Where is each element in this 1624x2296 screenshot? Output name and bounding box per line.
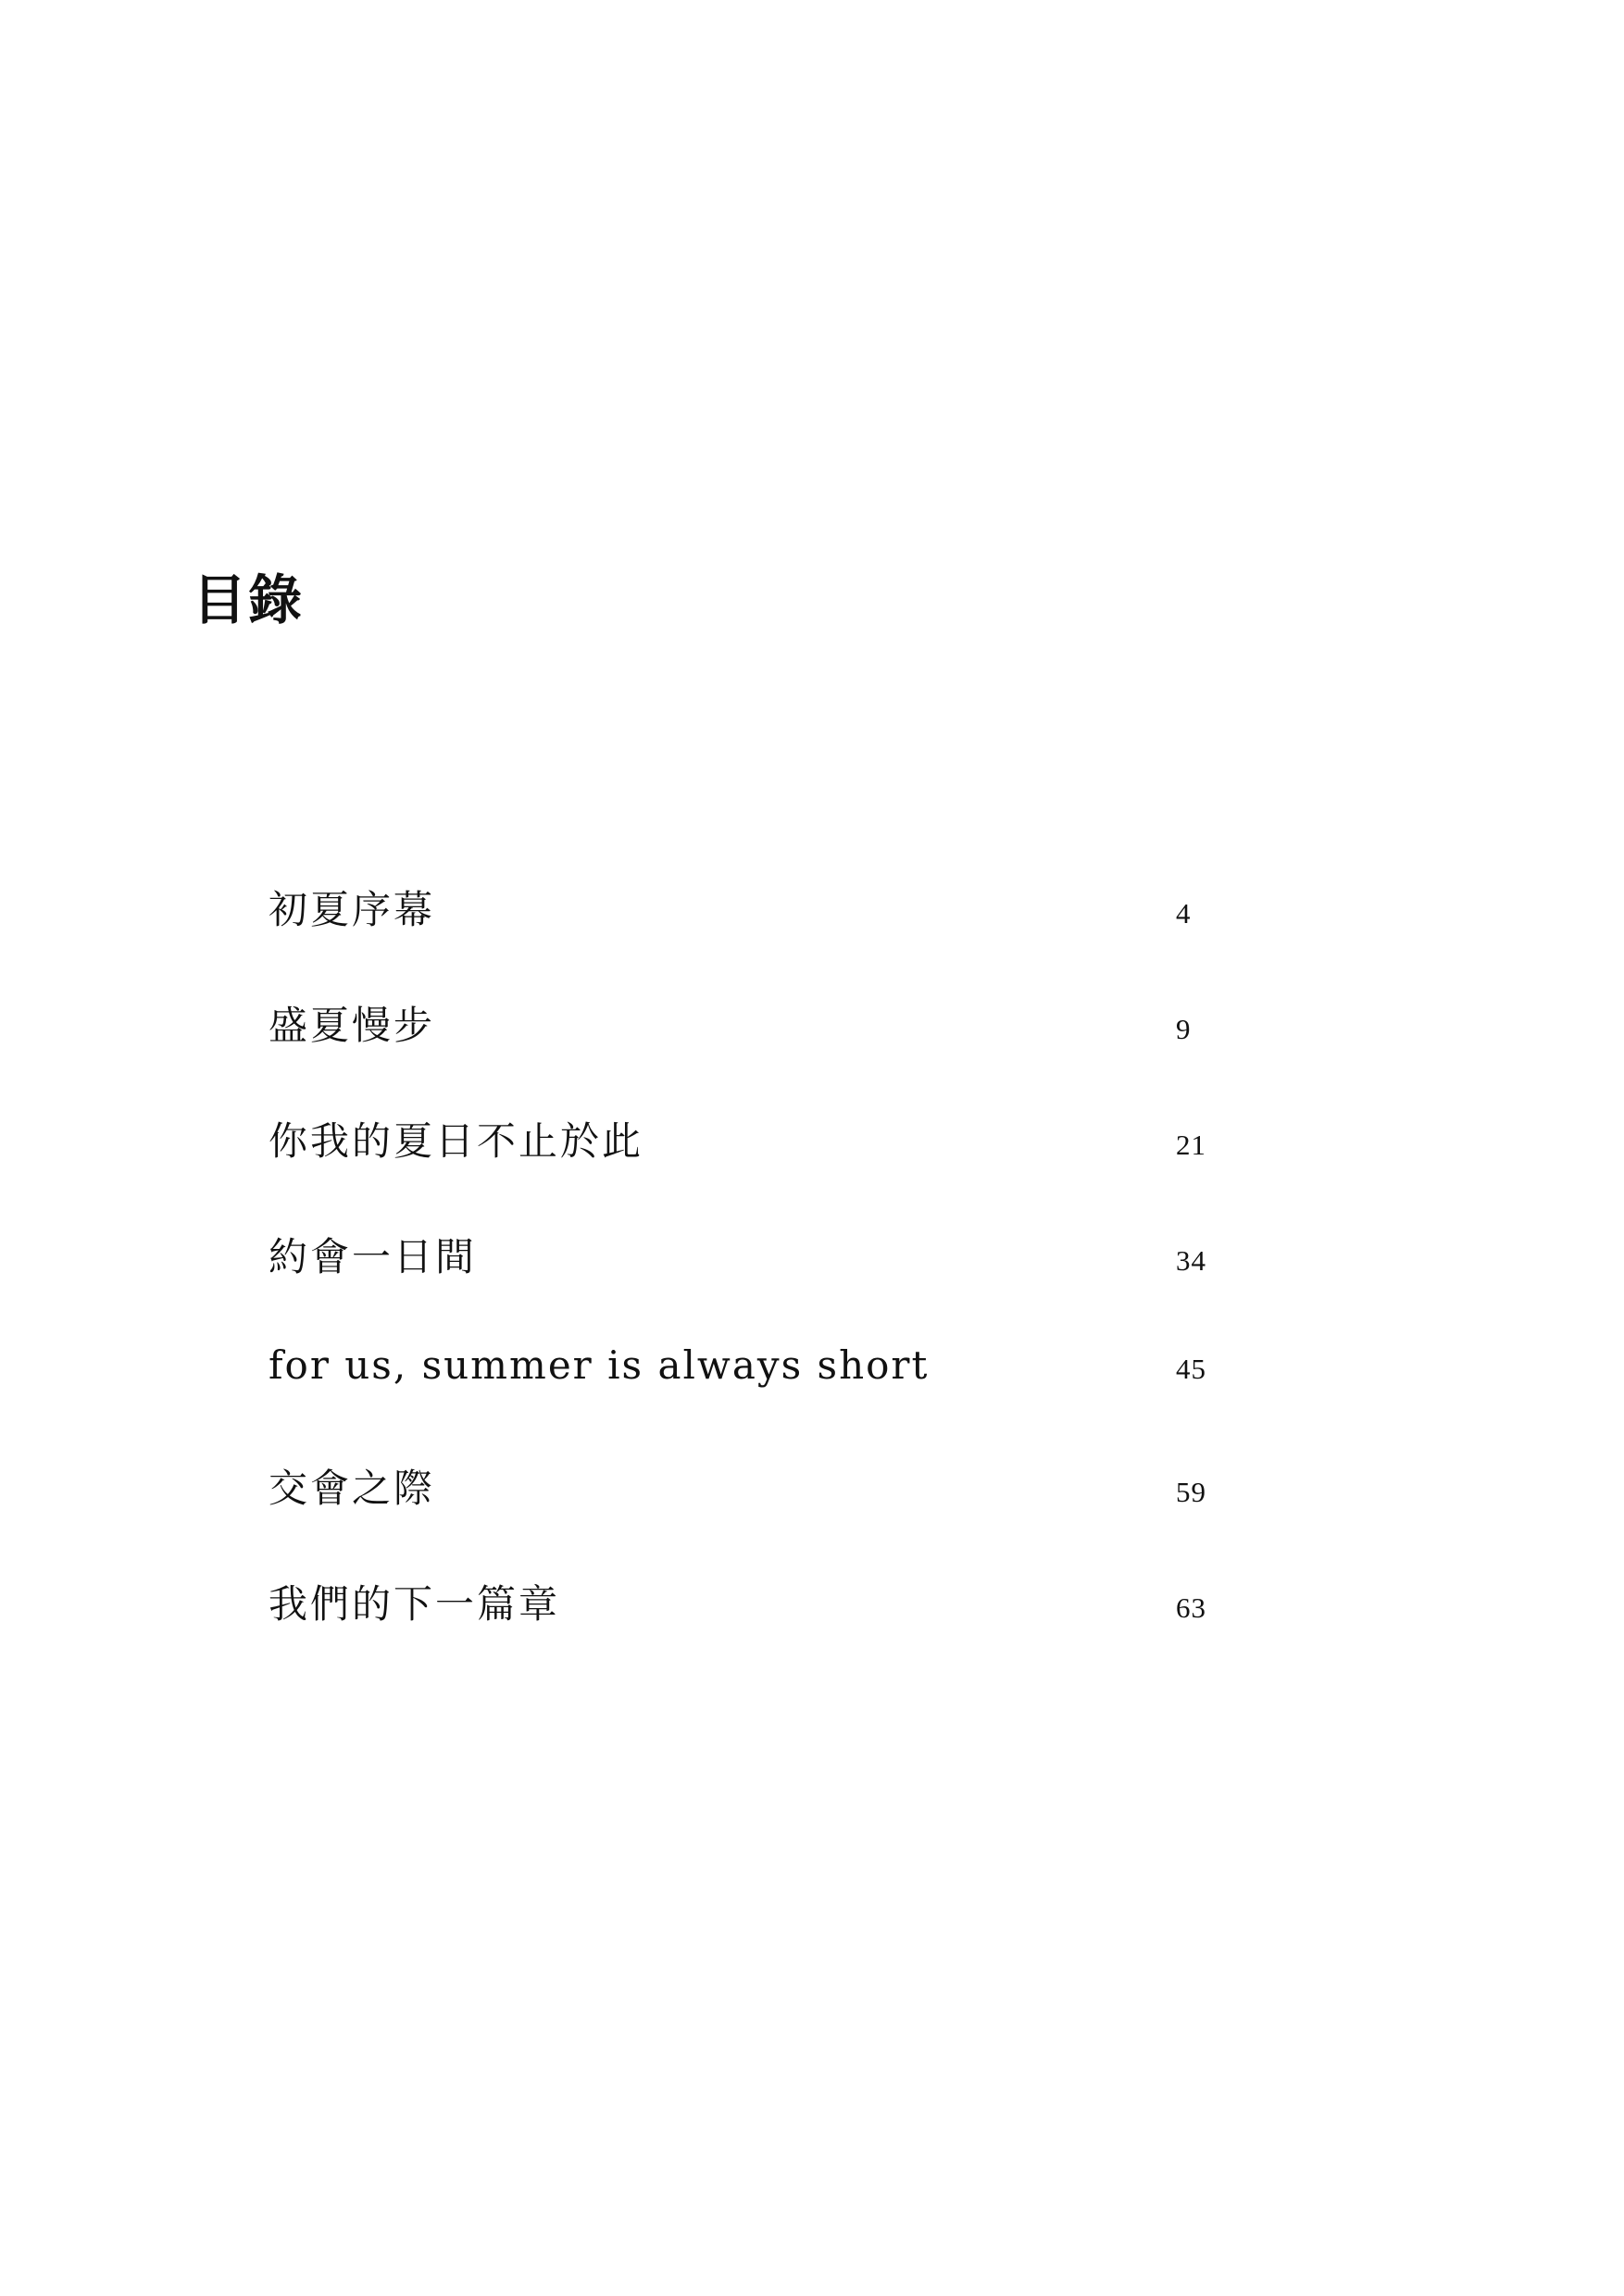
toc-entry-page-number: 63 (1176, 1591, 1206, 1624)
page-title: 目錄 (193, 568, 305, 631)
toc-entry (269, 1574, 1213, 1690)
toc-entry-title: 約會一日間 (269, 1234, 478, 1279)
toc-entry-title: 交會之際 (269, 1466, 436, 1511)
toc-entry (269, 1342, 1213, 1458)
toc-entry-title: 你我的夏日不止於此 (269, 1118, 644, 1164)
toc-entry (269, 880, 1213, 995)
toc-entry (269, 995, 1213, 1111)
toc-entry-page-number: 45 (1176, 1353, 1206, 1385)
toc-entry-title: 初夏序幕 (269, 887, 436, 932)
toc-entry-title: 盛夏慢步 (269, 1003, 436, 1048)
toc-entry-page-number: 21 (1176, 1129, 1206, 1161)
toc-list (269, 880, 1213, 1690)
toc-entry-title: for us, summer is always short (269, 1342, 930, 1388)
toc-entry-page-number: 9 (1176, 1013, 1192, 1045)
toc-entry-page-number: 4 (1176, 897, 1192, 930)
toc-entry-page-number: 34 (1176, 1244, 1206, 1277)
toc-entry (269, 1111, 1213, 1227)
toc-entry-page-number: 59 (1176, 1476, 1206, 1508)
toc-entry (269, 1227, 1213, 1342)
toc-entry-title: 我們的下一篇章 (269, 1581, 561, 1627)
toc-entry (269, 1458, 1213, 1574)
